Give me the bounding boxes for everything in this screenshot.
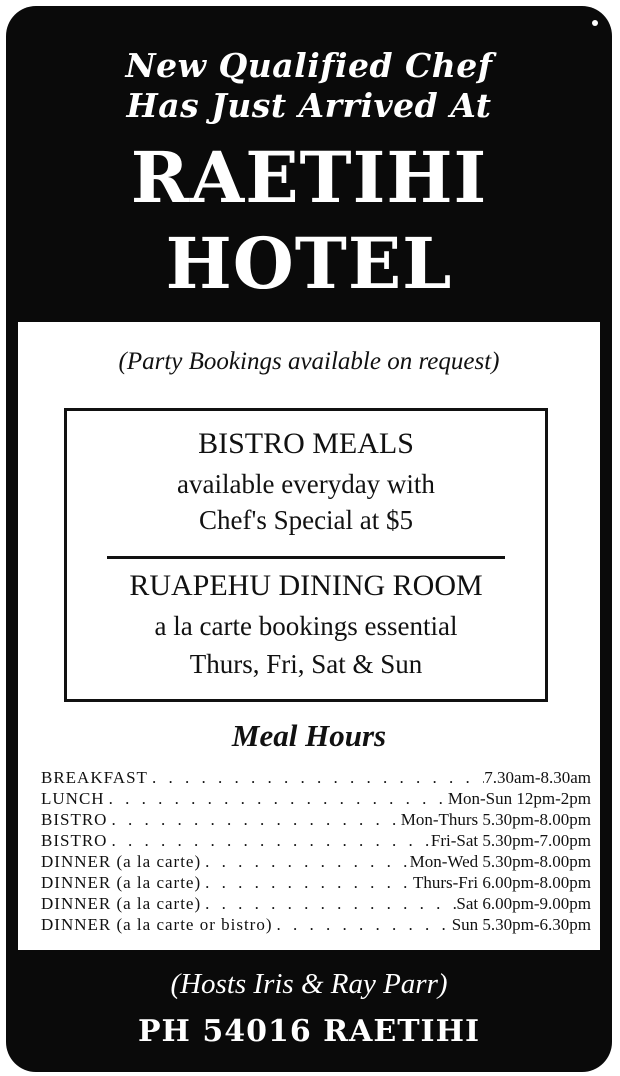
hours-label: DINNER (a la carte) [41, 894, 202, 913]
party-bookings-note: (Party Bookings available on request) [118, 348, 500, 375]
hours-row [41, 852, 591, 873]
hours-value: Mon-Sun 12pm-2pm [447, 789, 591, 808]
dot-leader [273, 915, 452, 935]
hours-row [41, 831, 591, 852]
meal-hours-table [41, 768, 591, 936]
hours-value: Thurs-Fri 6.00pm-8.00pm [412, 873, 591, 892]
hours-value: Sun 5.30pm-6.30pm [451, 915, 591, 934]
dot-leader [201, 852, 410, 872]
hotel-name-line-2: HOTEL [165, 222, 453, 305]
phone-line: PH 54016 RAETIHI [138, 1014, 480, 1049]
bistro-line-2: Chef's Special at $5 [198, 505, 414, 535]
hours-label: BREAKFAST [41, 768, 148, 787]
hours-row [41, 768, 591, 789]
headline-line-2: Has Just Arrived At [126, 86, 492, 125]
hours-label: DINNER (a la carte or bistro) [41, 915, 273, 934]
bistro-line-1: available everyday with [177, 469, 435, 499]
dot-leader [107, 831, 430, 851]
hours-label: DINNER (a la carte) [41, 852, 202, 871]
meal-hours-heading: Meal Hours [231, 718, 387, 753]
dot-leader [148, 768, 484, 788]
dot-leader [201, 894, 456, 914]
dining-line-1: a la carte bookings essential [154, 611, 458, 641]
hours-value: Mon-Wed 5.30pm-8.00pm [409, 852, 591, 871]
hours-row [41, 915, 591, 936]
info-panel [18, 322, 600, 950]
dot-leader [107, 810, 400, 830]
hours-row [41, 873, 591, 894]
hours-label: BISTRO [41, 831, 108, 850]
hotel-name-line-1: RAETIHI [130, 136, 488, 219]
hours-label: LUNCH [41, 789, 105, 808]
divider [107, 556, 505, 559]
meals-box [64, 408, 548, 702]
advertisement [6, 6, 612, 1072]
dot-leader [201, 873, 413, 893]
hours-row [41, 810, 591, 831]
headline-line-1: New Qualified Chef [125, 46, 493, 85]
dining-line-2: Thurs, Fri, Sat & Sun [189, 649, 423, 679]
dining-title: RUAPEHU DINING ROOM [129, 569, 483, 602]
hours-value: Fri-Sat 5.30pm-7.00pm [430, 831, 591, 850]
hours-label: BISTRO [41, 810, 108, 829]
hours-label: DINNER (a la carte) [41, 873, 202, 892]
hours-row [41, 789, 591, 810]
hosts-line: (Hosts Iris & Ray Parr) [170, 968, 448, 1000]
hours-value: Sat 6.00pm-9.00pm [456, 894, 591, 913]
hours-row [41, 894, 591, 915]
print-speck [592, 20, 598, 26]
hours-value: Mon-Thurs 5.30pm-8.00pm [400, 810, 591, 829]
dot-leader [105, 789, 448, 809]
hours-value: 7.30am-8.30am [484, 768, 591, 787]
bistro-title: BISTRO MEALS [198, 427, 414, 460]
